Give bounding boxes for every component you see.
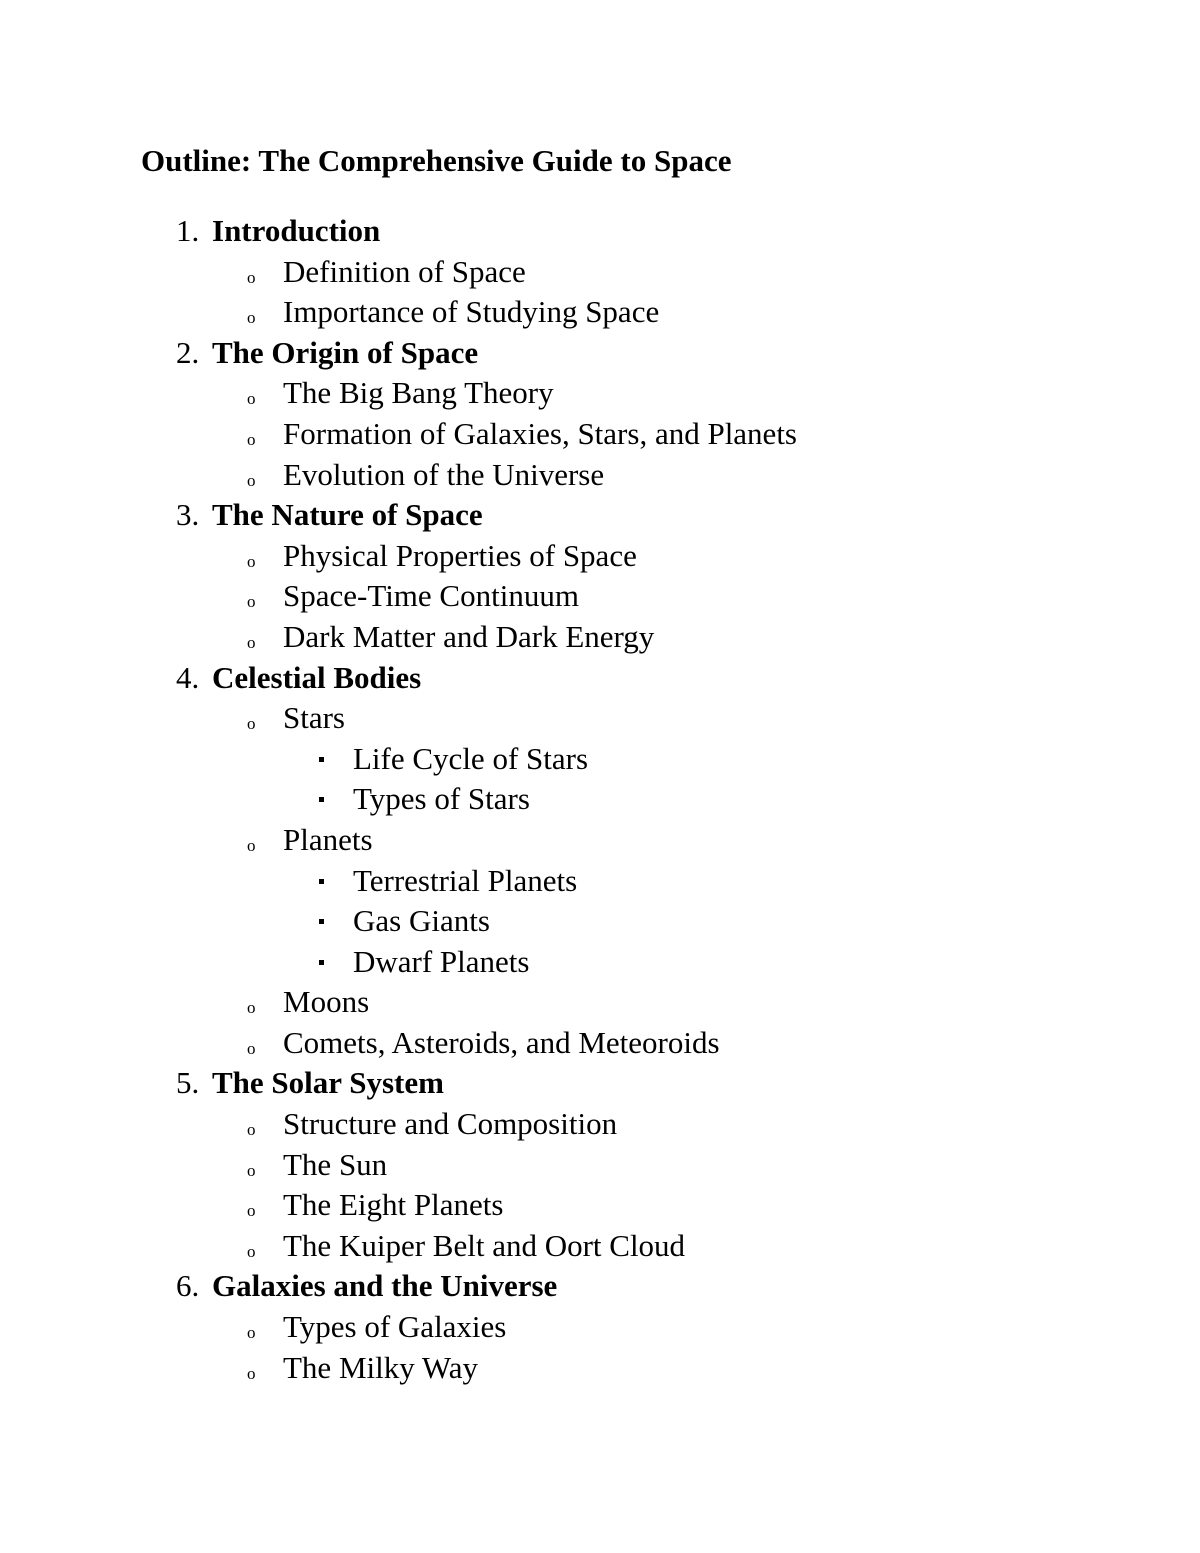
section-number: 3. [176,497,200,533]
section-heading: The Solar System [212,1065,444,1101]
outline-section [0,211,1100,252]
hollow-bullet-icon: o [247,308,256,328]
outline-subitem [0,861,1100,902]
outline-section [0,1266,1100,1307]
outline-item [0,373,1100,414]
hollow-bullet-icon: o [247,1363,256,1383]
outline-item-text: The Sun [283,1146,388,1182]
hollow-bullet-icon: o [247,1160,256,1180]
outline-subitem [0,942,1100,983]
outline-item [0,617,1100,658]
outline-item-text: The Kuiper Belt and Oort Cloud [283,1227,686,1263]
outline-section [0,333,1100,374]
outline-item [0,1185,1100,1226]
hollow-bullet-icon: o [247,1120,256,1140]
outline-subitem-text: Gas Giants [353,903,490,939]
outline-item-text: Comets, Asteroids, and Meteoroids [283,1024,720,1060]
outline-item [0,536,1100,577]
section-number: 2. [176,334,200,370]
hollow-bullet-icon: o [247,835,256,855]
outline-item-text: The Milky Way [283,1349,478,1385]
hollow-bullet-icon: o [247,1201,256,1221]
hollow-bullet-icon: o [247,714,256,734]
square-bullet-icon [319,757,324,762]
outline-item [0,982,1100,1023]
outline-item [0,252,1100,293]
section-number: 6. [176,1268,200,1304]
hollow-bullet-icon: o [247,429,256,449]
outline-item [0,698,1100,739]
outline-item-text: Types of Galaxies [283,1309,507,1345]
hollow-bullet-icon: o [247,998,256,1018]
outline-item [0,576,1100,617]
section-number: 1. [176,213,200,248]
outline-item [0,820,1100,861]
section-number: 5. [176,1065,200,1101]
section-heading: Galaxies and the Universe [212,1268,558,1304]
outline-item-text: Structure and Composition [283,1106,618,1142]
hollow-bullet-icon: o [247,267,256,287]
outline-subitem [0,779,1100,820]
document-title: Outline: The Comprehensive Guide to Space [141,143,732,178]
section-number: 4. [176,659,200,695]
outline-item-text: Planets [283,821,373,857]
square-bullet-icon [319,797,324,802]
outline-item-text: Importance of Studying Space [283,294,660,330]
outline-subitem-text: Dwarf Planets [353,943,530,979]
outline-item [0,1348,1100,1389]
outline-subitem [0,901,1100,942]
square-bullet-icon [319,879,324,884]
outline-item [0,1023,1100,1064]
outline-item-text: Evolution of the Universe [283,456,605,492]
section-heading: The Origin of Space [212,334,479,370]
outline-item-text: Definition of Space [283,253,526,289]
outline-list [0,211,1100,1388]
outline-section [0,1063,1100,1104]
outline-section [0,658,1100,699]
hollow-bullet-icon: o [247,470,256,490]
outline-subitem-text: Life Cycle of Stars [353,740,589,776]
outline-item [0,1145,1100,1186]
outline-subitem-text: Terrestrial Planets [353,862,578,898]
outline-item-text: Physical Properties of Space [283,537,637,573]
section-heading: The Nature of Space [212,497,483,533]
outline-item-text: Dark Matter and Dark Energy [283,618,655,654]
section-heading: Celestial Bodies [212,659,422,695]
square-bullet-icon [319,919,324,924]
hollow-bullet-icon: o [247,632,256,652]
outline-item [0,455,1100,496]
outline-item-text: Space-Time Continuum [283,578,579,614]
outline-item [0,1226,1100,1267]
hollow-bullet-icon: o [247,1241,256,1261]
hollow-bullet-icon: o [247,1323,256,1343]
hollow-bullet-icon: o [247,592,256,612]
hollow-bullet-icon: o [247,1038,256,1058]
section-heading: Introduction [212,213,381,248]
outline-item [0,292,1100,333]
hollow-bullet-icon: o [247,389,256,409]
outline-section [0,495,1100,536]
outline-subitem-text: Types of Stars [353,781,530,817]
outline-item [0,1104,1100,1145]
outline-item-text: Formation of Galaxies, Stars, and Planets [283,415,797,451]
hollow-bullet-icon: o [247,551,256,571]
outline-subitem [0,739,1100,780]
outline-item-text: Stars [283,700,345,736]
outline-item [0,414,1100,455]
outline-item-text: The Big Bang Theory [283,375,554,411]
outline-item-text: The Eight Planets [283,1187,504,1223]
outline-item [0,1307,1100,1348]
outline-item-text: Moons [283,984,370,1020]
square-bullet-icon [319,960,324,965]
